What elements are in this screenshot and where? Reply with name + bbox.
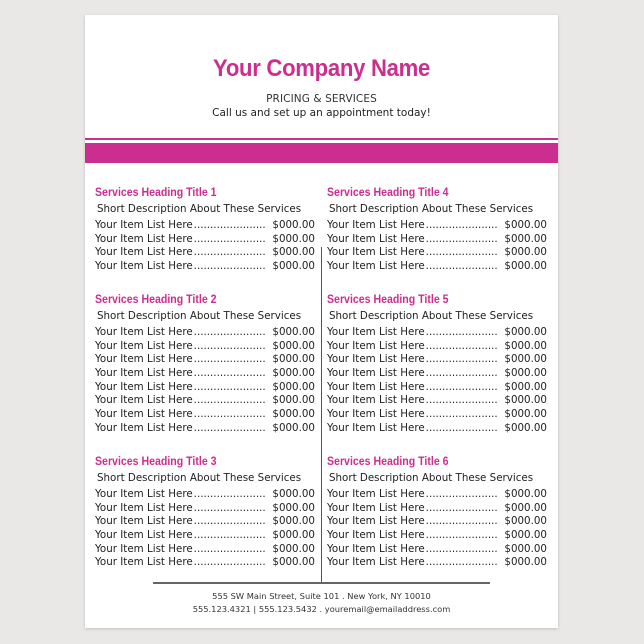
item-leader-dots: ...................... — [193, 488, 266, 500]
item-leader-dots: ...................... — [425, 353, 498, 366]
item-leader-dots: ...................... — [425, 380, 498, 393]
item-name: Your Item List Here — [95, 529, 193, 542]
item-list — [327, 219, 547, 274]
item-leader-dots: ...................... — [425, 529, 498, 542]
item-name: Your Item List Here — [95, 219, 193, 231]
item-price: $000.00 — [272, 394, 315, 407]
item-name: Your Item List Here — [95, 542, 193, 555]
item-price: $000.00 — [272, 380, 315, 393]
item-price: $000.00 — [504, 246, 547, 259]
flyer-subtitle: PRICING & SERVICES — [266, 93, 377, 105]
item-price: $000.00 — [504, 421, 547, 434]
section-heading: Services Heading Title 4 — [327, 187, 449, 199]
item-leader-dots: ...................... — [425, 367, 498, 380]
section-heading: Services Heading Title 3 — [95, 456, 217, 468]
item-price: $000.00 — [272, 556, 315, 569]
list-item — [327, 353, 547, 367]
item-list — [95, 488, 315, 570]
list-item — [327, 340, 547, 354]
item-leader-dots: ...................... — [425, 408, 498, 421]
item-leader-dots: ...................... — [193, 421, 266, 434]
list-item — [95, 394, 315, 408]
list-item — [327, 260, 547, 274]
item-name: Your Item List Here — [95, 353, 193, 366]
item-leader-dots: ...................... — [425, 501, 498, 514]
item-name: Your Item List Here — [95, 394, 193, 407]
item-name: Your Item List Here — [95, 515, 193, 528]
item-name: Your Item List Here — [95, 488, 193, 500]
list-item — [327, 502, 547, 516]
flyer-page — [85, 15, 558, 628]
list-item — [327, 219, 547, 233]
item-leader-dots: ...................... — [193, 501, 266, 514]
item-name: Your Item List Here — [327, 542, 425, 555]
list-item — [95, 488, 315, 502]
item-price: $000.00 — [504, 219, 547, 231]
list-item — [327, 515, 547, 529]
item-leader-dots: ...................... — [425, 421, 498, 434]
item-name: Your Item List Here — [327, 380, 425, 393]
footer-divider — [153, 582, 490, 584]
list-item — [327, 394, 547, 408]
item-price: $000.00 — [272, 367, 315, 380]
item-name: Your Item List Here — [95, 367, 193, 380]
item-name: Your Item List Here — [327, 515, 425, 528]
item-leader-dots: ...................... — [425, 556, 498, 569]
item-name: Your Item List Here — [95, 232, 193, 245]
item-list — [327, 326, 547, 436]
item-price: $000.00 — [504, 556, 547, 569]
item-name: Your Item List Here — [327, 394, 425, 407]
accent-thin-line — [85, 138, 558, 140]
section-description: Short Description About These Services — [329, 310, 534, 322]
item-price: $000.00 — [504, 394, 547, 407]
list-item — [95, 353, 315, 367]
list-item — [327, 381, 547, 395]
service-section-3 — [95, 454, 315, 570]
item-leader-dots: ...................... — [425, 260, 498, 273]
item-price: $000.00 — [272, 529, 315, 542]
service-section-5 — [327, 292, 547, 436]
item-leader-dots: ...................... — [193, 556, 266, 569]
item-list — [95, 219, 315, 274]
flyer-tagline: Call us and set up an appointment today! — [212, 107, 431, 119]
item-name: Your Item List Here — [327, 556, 425, 569]
item-price: $000.00 — [504, 326, 547, 338]
item-leader-dots: ...................... — [425, 339, 498, 352]
list-item — [95, 367, 315, 381]
item-name: Your Item List Here — [327, 421, 425, 434]
list-item — [327, 543, 547, 557]
item-list — [95, 326, 315, 436]
list-item — [95, 219, 315, 233]
list-item — [95, 260, 315, 274]
item-name: Your Item List Here — [95, 408, 193, 421]
list-item — [95, 422, 315, 436]
list-item — [95, 543, 315, 557]
company-name: Your Company Name — [213, 55, 430, 82]
section-description: Short Description About These Services — [97, 310, 302, 322]
item-name: Your Item List Here — [327, 501, 425, 514]
service-section-2 — [95, 292, 315, 436]
item-name: Your Item List Here — [95, 246, 193, 259]
list-item — [95, 556, 315, 570]
item-price: $000.00 — [272, 260, 315, 273]
section-description: Short Description About These Services — [329, 472, 534, 484]
item-leader-dots: ...................... — [425, 326, 498, 338]
column-divider — [321, 247, 322, 583]
item-name: Your Item List Here — [95, 421, 193, 434]
item-name: Your Item List Here — [95, 556, 193, 569]
list-item — [95, 408, 315, 422]
item-leader-dots: ...................... — [193, 232, 266, 245]
item-leader-dots: ...................... — [193, 394, 266, 407]
item-name: Your Item List Here — [95, 326, 193, 338]
item-leader-dots: ...................... — [193, 260, 266, 273]
item-price: $000.00 — [272, 542, 315, 555]
item-name: Your Item List Here — [95, 260, 193, 273]
section-heading: Services Heading Title 6 — [327, 456, 449, 468]
item-name: Your Item List Here — [95, 380, 193, 393]
item-name: Your Item List Here — [95, 339, 193, 352]
accent-band — [85, 143, 558, 163]
item-leader-dots: ...................... — [425, 219, 498, 231]
list-item — [327, 246, 547, 260]
list-item — [95, 340, 315, 354]
list-item — [95, 502, 315, 516]
item-leader-dots: ...................... — [193, 367, 266, 380]
item-name: Your Item List Here — [327, 246, 425, 259]
item-price: $000.00 — [272, 339, 315, 352]
section-description: Short Description About These Services — [329, 203, 534, 215]
item-leader-dots: ...................... — [425, 246, 498, 259]
item-list — [327, 488, 547, 570]
item-name: Your Item List Here — [327, 367, 425, 380]
item-leader-dots: ...................... — [193, 339, 266, 352]
section-heading: Services Heading Title 1 — [95, 187, 217, 199]
list-item — [95, 381, 315, 395]
item-leader-dots: ...................... — [425, 515, 498, 528]
list-item — [327, 422, 547, 436]
item-price: $000.00 — [504, 380, 547, 393]
item-leader-dots: ...................... — [193, 529, 266, 542]
list-item — [327, 556, 547, 570]
item-price: $000.00 — [272, 246, 315, 259]
list-item — [327, 233, 547, 247]
item-price: $000.00 — [504, 529, 547, 542]
item-leader-dots: ...................... — [193, 380, 266, 393]
item-price: $000.00 — [504, 408, 547, 421]
item-price: $000.00 — [272, 515, 315, 528]
item-price: $000.00 — [272, 501, 315, 514]
item-price: $000.00 — [272, 232, 315, 245]
service-section-1 — [95, 185, 315, 274]
item-leader-dots: ...................... — [425, 394, 498, 407]
item-name: Your Item List Here — [327, 326, 425, 338]
section-description: Short Description About These Services — [97, 472, 302, 484]
item-name: Your Item List Here — [327, 232, 425, 245]
item-price: $000.00 — [272, 488, 315, 500]
item-price: $000.00 — [504, 367, 547, 380]
item-price: $000.00 — [504, 339, 547, 352]
list-item — [327, 408, 547, 422]
footer-address: 555 SW Main Street, Suite 101 . New York, NY 10010 — [212, 591, 431, 601]
item-name: Your Item List Here — [327, 339, 425, 352]
list-item — [327, 326, 547, 340]
list-item — [327, 367, 547, 381]
list-item — [95, 515, 315, 529]
item-name: Your Item List Here — [327, 260, 425, 273]
service-section-6 — [327, 454, 547, 570]
item-name: Your Item List Here — [95, 501, 193, 514]
list-item — [95, 529, 315, 543]
item-price: $000.00 — [272, 353, 315, 366]
footer-contact: 555.123.4321 | 555.123.5432 . youremail@emailaddress.com — [192, 604, 451, 614]
service-section-4 — [327, 185, 547, 274]
item-name: Your Item List Here — [327, 408, 425, 421]
item-price: $000.00 — [504, 260, 547, 273]
section-heading: Services Heading Title 2 — [95, 294, 217, 306]
item-leader-dots: ...................... — [425, 232, 498, 245]
item-leader-dots: ...................... — [193, 219, 266, 231]
item-name: Your Item List Here — [327, 219, 425, 231]
item-leader-dots: ...................... — [425, 542, 498, 555]
item-leader-dots: ...................... — [193, 246, 266, 259]
item-price: $000.00 — [504, 501, 547, 514]
item-leader-dots: ...................... — [193, 408, 266, 421]
item-price: $000.00 — [504, 542, 547, 555]
item-name: Your Item List Here — [327, 488, 425, 500]
item-leader-dots: ...................... — [425, 488, 498, 500]
item-leader-dots: ...................... — [193, 326, 266, 338]
item-price: $000.00 — [272, 421, 315, 434]
list-item — [95, 246, 315, 260]
list-item — [327, 529, 547, 543]
item-name: Your Item List Here — [327, 353, 425, 366]
list-item — [95, 233, 315, 247]
section-description: Short Description About These Services — [97, 203, 302, 215]
list-item — [95, 326, 315, 340]
item-price: $000.00 — [504, 488, 547, 500]
item-price: $000.00 — [272, 326, 315, 338]
item-leader-dots: ...................... — [193, 353, 266, 366]
section-heading: Services Heading Title 5 — [327, 294, 449, 306]
item-name: Your Item List Here — [327, 529, 425, 542]
item-price: $000.00 — [504, 353, 547, 366]
item-price: $000.00 — [272, 219, 315, 231]
item-price: $000.00 — [504, 515, 547, 528]
item-leader-dots: ...................... — [193, 515, 266, 528]
item-leader-dots: ...................... — [193, 542, 266, 555]
item-price: $000.00 — [504, 232, 547, 245]
item-price: $000.00 — [272, 408, 315, 421]
list-item — [327, 488, 547, 502]
